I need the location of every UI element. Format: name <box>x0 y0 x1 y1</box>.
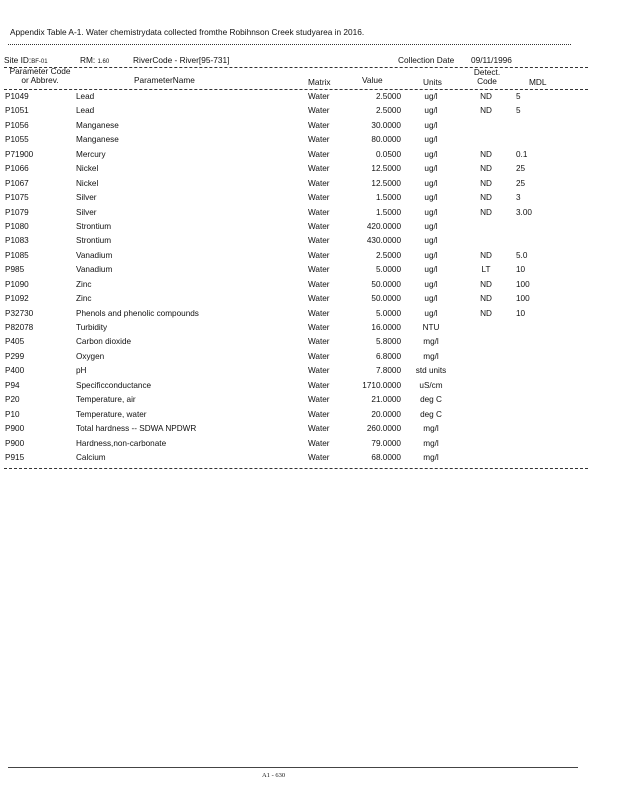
table-row <box>0 280 618 294</box>
cell-param-code: P915 <box>5 452 25 462</box>
collection-date-value: 09/11/1996 <box>471 55 512 65</box>
table-row <box>0 179 618 193</box>
cell-param-name: Calcium <box>76 452 106 462</box>
table-row <box>0 251 618 265</box>
cell-param-name: Hardness,non-carbonate <box>76 438 167 448</box>
cell-param-code: P299 <box>5 351 25 361</box>
table-row <box>0 106 618 120</box>
table-row <box>0 193 618 207</box>
header-bottom-rule <box>4 89 588 90</box>
cell-matrix: Water <box>308 366 330 376</box>
cell-detect-code: ND <box>480 279 492 289</box>
page-number: A1 - 630 <box>262 772 286 779</box>
cell-mdl: 5 <box>516 92 521 101</box>
cell-value: 1.5000 <box>375 207 401 217</box>
cell-param-name: Manganese <box>76 135 119 145</box>
site-id-value: BF-01 <box>31 59 48 65</box>
site-id-label: Site ID: <box>4 55 32 65</box>
cell-detect-code: ND <box>480 250 492 260</box>
cell-mdl: 10 <box>516 265 526 275</box>
cell-param-code: P1055 <box>5 135 29 145</box>
cell-matrix: Water <box>308 308 330 318</box>
cell-param-name: Total hardness -- SDWA NPDWR <box>76 424 197 434</box>
cell-matrix: Water <box>308 178 330 188</box>
cell-mdl: 5.0 <box>516 250 528 260</box>
cell-units: ug/l <box>424 279 438 289</box>
cell-param-code: P1049 <box>5 92 29 101</box>
col-header-detect-line1: Detect. <box>473 67 501 77</box>
col-header-units: Units <box>423 77 442 87</box>
cell-units: uS/cm <box>419 380 443 390</box>
col-header-name: ParameterName <box>134 75 195 85</box>
cell-matrix: Water <box>308 351 330 361</box>
table-row <box>0 410 618 424</box>
cell-mdl: 10 <box>516 308 526 318</box>
cell-param-name: pH <box>76 366 87 376</box>
table-row <box>0 150 618 164</box>
cell-value: 0.0500 <box>375 149 401 159</box>
col-header-detect-line2: Code <box>477 76 497 86</box>
cell-value: 21.0000 <box>371 395 401 405</box>
cell-value: 80.0000 <box>371 135 401 145</box>
cell-units: ug/l <box>424 193 438 203</box>
col-header-code-line2: or Abbrev. <box>21 75 59 85</box>
cell-matrix: Water <box>308 424 330 434</box>
cell-param-code: P1092 <box>5 294 29 304</box>
cell-units: ug/l <box>424 236 438 246</box>
cell-value: 16.0000 <box>371 323 401 332</box>
cell-matrix: Water <box>308 164 330 174</box>
table-row <box>0 453 618 467</box>
cell-value: 30.0000 <box>371 120 401 130</box>
cell-matrix: Water <box>308 265 330 275</box>
cell-units: ug/l <box>424 92 438 101</box>
cell-param-code: P1083 <box>5 236 29 246</box>
col-header-value: Value <box>362 75 383 85</box>
cell-units: mg/l <box>423 424 439 434</box>
cell-param-code: P1080 <box>5 221 29 231</box>
cell-param-code: P82078 <box>5 323 34 332</box>
cell-param-name: Manganese <box>76 120 119 130</box>
table-row <box>0 395 618 409</box>
cell-param-name: Nickel <box>76 178 99 188</box>
cell-param-code: P1066 <box>5 164 29 174</box>
cell-units: ug/l <box>424 106 438 116</box>
cell-mdl: 100 <box>516 294 530 304</box>
cell-param-code: P405 <box>5 337 25 347</box>
cell-param-code: P900 <box>5 438 25 448</box>
river-mile-label: RM: <box>80 55 96 65</box>
cell-matrix: Water <box>308 106 330 116</box>
cell-value: 2.5000 <box>375 106 401 116</box>
cell-units: ug/l <box>424 149 438 159</box>
col-header-detect <box>472 68 502 86</box>
cell-value: 1.5000 <box>375 193 401 203</box>
cell-param-code: P20 <box>5 395 20 405</box>
cell-param-code: P32730 <box>5 308 34 318</box>
cell-units: ug/l <box>424 265 438 275</box>
cell-detect-code: ND <box>480 308 492 318</box>
cell-value: 5.0000 <box>375 265 401 275</box>
cell-units: ug/l <box>424 294 438 304</box>
cell-detect-code: ND <box>480 294 492 304</box>
cell-mdl: 25 <box>516 164 526 174</box>
table-row <box>0 323 618 337</box>
cell-value: 2.5000 <box>375 92 401 101</box>
cell-value: 430.0000 <box>366 236 401 246</box>
cell-matrix: Water <box>308 193 330 203</box>
table-row <box>0 309 618 323</box>
cell-param-code: P400 <box>5 366 25 376</box>
cell-param-name: Vanadium <box>76 265 113 275</box>
cell-param-code: P1067 <box>5 178 29 188</box>
cell-matrix: Water <box>308 337 330 347</box>
cell-param-name: Specificconductance <box>76 380 152 390</box>
cell-param-name: Oxygen <box>76 351 105 361</box>
cell-detect-code: ND <box>480 164 492 174</box>
cell-value: 2.5000 <box>375 250 401 260</box>
table-row <box>0 92 618 106</box>
cell-param-name: Turbidity <box>76 323 108 332</box>
cell-value: 6.8000 <box>375 351 401 361</box>
table-row <box>0 294 618 308</box>
cell-param-name: Carbon dioxide <box>76 337 132 347</box>
cell-value: 420.0000 <box>366 221 401 231</box>
cell-value: 5.0000 <box>375 308 401 318</box>
cell-param-name: Strontium <box>76 236 112 246</box>
cell-units: ug/l <box>424 164 438 174</box>
cell-matrix: Water <box>308 236 330 246</box>
cell-mdl: 0.1 <box>516 149 528 159</box>
cell-matrix: Water <box>308 120 330 130</box>
cell-units: ug/l <box>424 308 438 318</box>
table-row <box>0 222 618 236</box>
cell-value: 68.0000 <box>371 452 401 462</box>
col-header-mdl: MDL <box>529 77 547 87</box>
cell-matrix: Water <box>308 279 330 289</box>
table-bottom-rule <box>4 468 588 469</box>
table-row <box>0 265 618 279</box>
cell-units: deg C <box>420 395 442 405</box>
cell-matrix: Water <box>308 380 330 390</box>
cell-matrix: Water <box>308 221 330 231</box>
cell-matrix: Water <box>308 409 330 419</box>
table-title: Appendix Table A-1. Water chemistrydata collected fromthe Robihnson Creek studyarea in 2016. <box>10 27 365 37</box>
table-row <box>0 366 618 380</box>
cell-matrix: Water <box>308 149 330 159</box>
cell-units: ug/l <box>424 221 438 231</box>
cell-units: mg/l <box>423 351 439 361</box>
cell-param-name: Silver <box>76 207 97 217</box>
cell-param-name: Phenols and phenolic compounds <box>76 308 199 318</box>
table-row <box>0 236 618 250</box>
cell-value: 7.8000 <box>375 366 401 376</box>
cell-units: deg C <box>420 409 442 419</box>
cell-mdl: 3.00 <box>516 207 532 217</box>
cell-param-code: P71900 <box>5 149 34 159</box>
collection-date-label: Collection Date <box>398 55 455 65</box>
cell-units: NTU <box>422 323 440 332</box>
table-row <box>0 135 618 149</box>
table-row <box>0 121 618 135</box>
cell-param-name: Zinc <box>76 294 92 304</box>
cell-units: std units <box>415 366 447 376</box>
cell-matrix: Water <box>308 92 330 101</box>
cell-param-code: P1056 <box>5 120 29 130</box>
cell-param-code: P10 <box>5 409 20 419</box>
cell-units: ug/l <box>424 250 438 260</box>
cell-value: 20.0000 <box>371 409 401 419</box>
cell-detect-code: ND <box>480 193 492 203</box>
cell-param-code: P985 <box>5 265 25 275</box>
river-mile-value: 1.60 <box>97 59 110 65</box>
cell-param-name: Silver <box>76 193 97 203</box>
cell-param-name: Strontium <box>76 221 112 231</box>
cell-matrix: Water <box>308 395 330 405</box>
cell-units: mg/l <box>423 452 439 462</box>
cell-value: 50.0000 <box>371 279 401 289</box>
cell-units: ug/l <box>424 207 438 217</box>
data-table-body <box>0 92 618 467</box>
cell-matrix: Water <box>308 250 330 260</box>
cell-param-code: P1090 <box>5 279 29 289</box>
footer-rule <box>8 767 578 768</box>
table-row <box>0 352 618 366</box>
cell-matrix: Water <box>308 135 330 145</box>
cell-param-code: P1085 <box>5 250 29 260</box>
cell-param-name: Nickel <box>76 164 99 174</box>
cell-param-name: Vanadium <box>76 250 113 260</box>
cell-mdl: 5 <box>516 106 521 116</box>
cell-detect-code: ND <box>480 92 492 101</box>
cell-units: ug/l <box>424 135 438 145</box>
cell-units: ug/l <box>424 120 438 130</box>
cell-detect-code: LT <box>481 265 491 275</box>
river-code: RiverCode - River[95-731] <box>133 55 230 65</box>
table-row <box>0 164 618 178</box>
site-id <box>4 55 48 65</box>
cell-detect-code: ND <box>480 178 492 188</box>
cell-detect-code: ND <box>480 106 492 116</box>
table-row <box>0 337 618 351</box>
cell-param-name: Lead <box>76 92 95 101</box>
cell-mdl: 3 <box>516 193 521 203</box>
cell-param-code: P1051 <box>5 106 29 116</box>
cell-value: 50.0000 <box>371 294 401 304</box>
cell-matrix: Water <box>308 438 330 448</box>
table-row <box>0 439 618 453</box>
cell-param-name: Zinc <box>76 279 92 289</box>
table-row <box>0 424 618 438</box>
cell-value: 260.0000 <box>366 424 401 434</box>
table-row <box>0 208 618 222</box>
cell-value: 1710.0000 <box>362 380 401 390</box>
cell-param-name: Lead <box>76 106 95 116</box>
cell-units: mg/l <box>423 337 439 347</box>
cell-param-code: P94 <box>5 380 20 390</box>
cell-matrix: Water <box>308 294 330 304</box>
cell-param-code: P900 <box>5 424 25 434</box>
cell-param-name: Mercury <box>76 149 106 159</box>
col-header-code-line1: Parameter Code <box>9 66 71 76</box>
cell-param-code: P1075 <box>5 193 29 203</box>
cell-param-name: Temperature, air <box>76 395 136 405</box>
river-mile <box>80 55 109 65</box>
cell-mdl: 100 <box>516 279 530 289</box>
cell-detect-code: ND <box>480 207 492 217</box>
cell-param-name: Temperature, water <box>76 409 147 419</box>
cell-matrix: Water <box>308 452 330 462</box>
cell-matrix: Water <box>308 207 330 217</box>
cell-value: 79.0000 <box>371 438 401 448</box>
table-row <box>0 381 618 395</box>
cell-param-code: P1079 <box>5 207 29 217</box>
cell-value: 12.5000 <box>371 164 401 174</box>
cell-value: 12.5000 <box>371 178 401 188</box>
title-divider <box>8 44 571 45</box>
cell-value: 5.8000 <box>375 337 401 347</box>
cell-matrix: Water <box>308 323 330 332</box>
col-header-matrix: Matrix <box>308 77 331 87</box>
col-header-code <box>8 67 72 85</box>
cell-units: ug/l <box>424 178 438 188</box>
cell-units: mg/l <box>423 438 439 448</box>
cell-mdl: 25 <box>516 178 526 188</box>
cell-detect-code: ND <box>480 149 492 159</box>
